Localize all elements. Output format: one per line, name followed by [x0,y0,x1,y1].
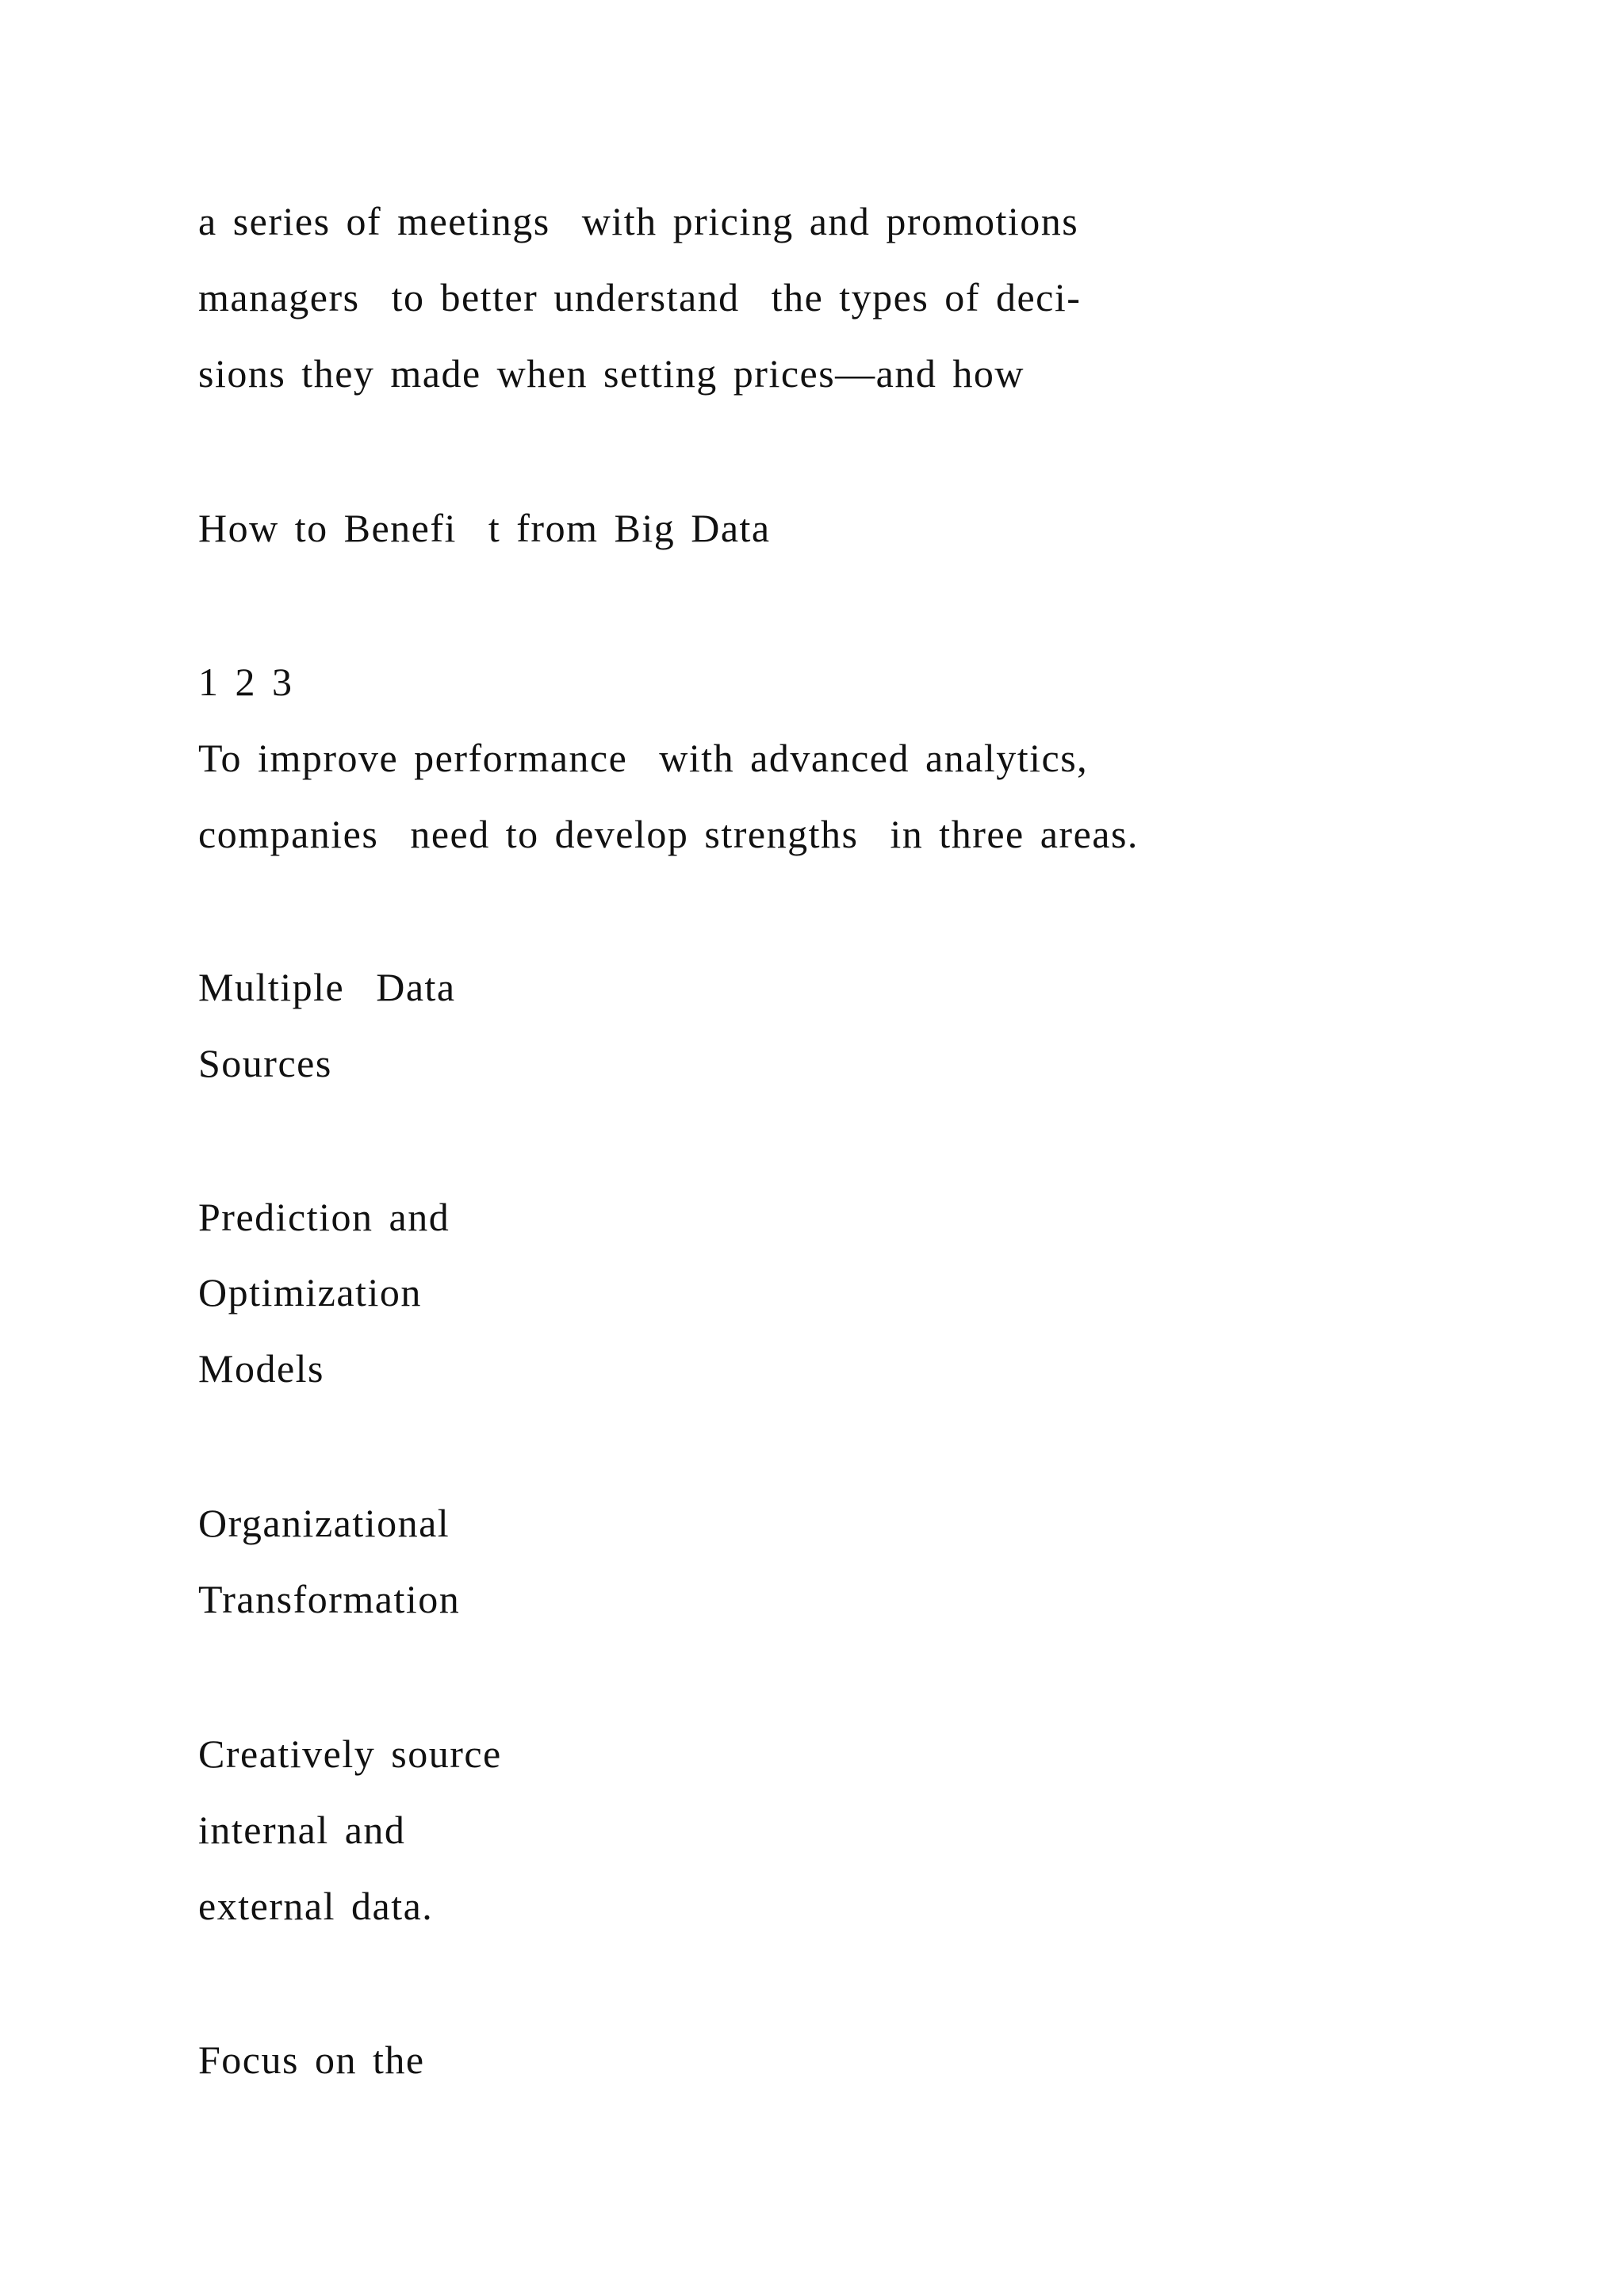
area-1-title-line-2: Sources [198,1041,332,1085]
area-2-title-line-3: Models [198,1346,324,1391]
area-1-desc-line-1: Creatively source [198,1732,502,1776]
area-1-desc-line-2: internal and [198,1808,406,1852]
area-1-desc-line-3: external data. [198,1884,434,1928]
paragraph-line-2: managers to better understand the types of deci- [198,275,1082,320]
paragraph-line-1: a series of meetings with pricing and promotions [198,199,1079,243]
area-2-title-line-1: Prediction and [198,1195,450,1239]
paragraph-line-3: sions they made when setting prices—and how [198,351,1025,396]
area-3-title-line-1: Organizational [198,1501,450,1545]
area-3-title-line-2: Transformation [198,1577,461,1621]
area-1-title-line-1: Multiple Data [198,965,456,1009]
intro-line-1: To improve performance with advanced analytics, [198,736,1089,780]
area-2-desc-line-1: Focus on the [198,2038,425,2082]
area-2-title-line-2: Optimization [198,1270,422,1314]
intro-line-2: companies need to develop strengths in three areas. [198,812,1139,856]
sidebar-heading: How to Benefi t from Big Data [198,506,771,550]
figure-numbers: 1 2 3 [198,660,293,704]
